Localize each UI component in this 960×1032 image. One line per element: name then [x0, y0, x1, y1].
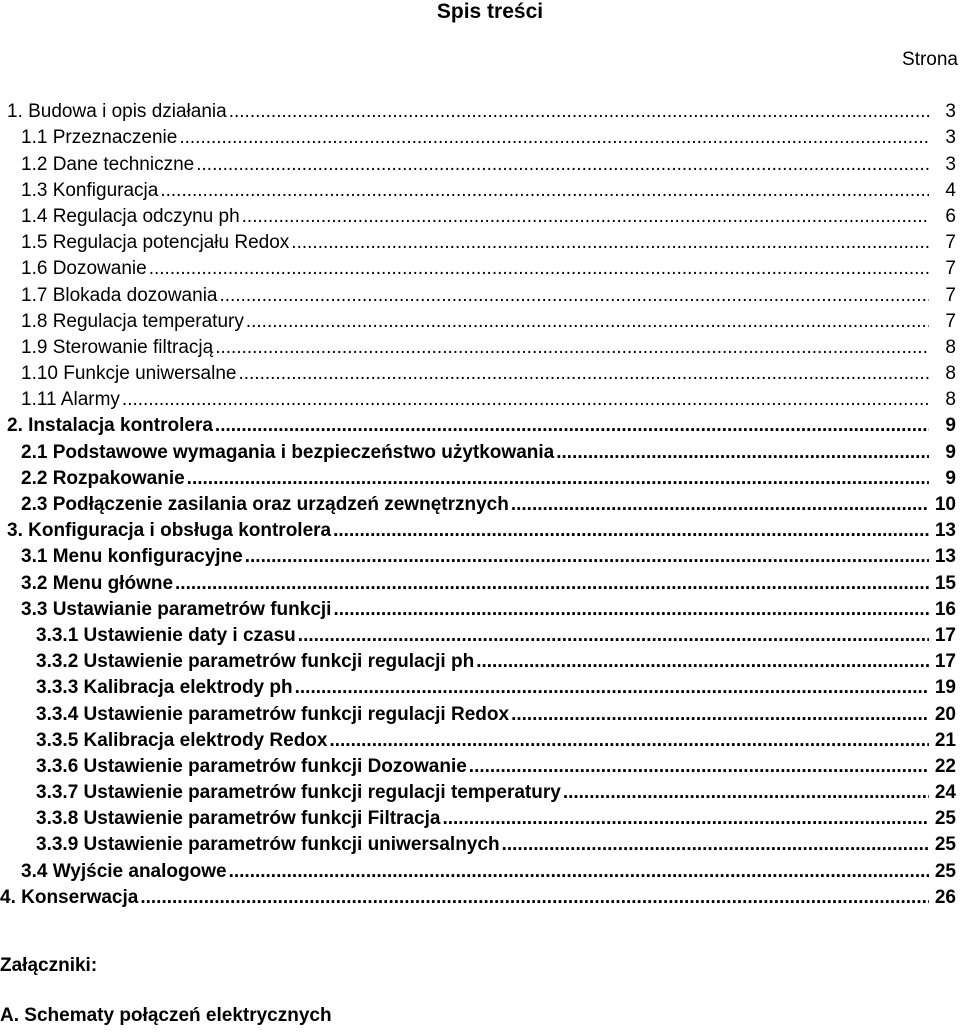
toc-entry-label: 1.9 Sterowanie filtracją — [0, 337, 215, 359]
toc-leader-dots — [563, 782, 929, 804]
toc-entry-label: 1.7 Blokada dozowania — [0, 285, 219, 307]
toc-entry-label: 1.3 Konfiguracja — [0, 180, 160, 202]
toc-entry[interactable] — [0, 176, 960, 202]
toc-entry[interactable] — [0, 726, 960, 752]
toc-entry-label: 3.3.4 Ustawienie parametrów funkcji regulacji Redox — [0, 704, 511, 726]
toc-leader-dots — [245, 546, 929, 568]
toc-entry-label: 1. Budowa i opis działania — [0, 101, 229, 123]
toc-entry-label: 1.11 Alarmy — [0, 389, 122, 411]
toc-leader-dots — [122, 389, 929, 411]
page-column-label: Strona — [902, 49, 958, 70]
toc-entry[interactable] — [0, 542, 960, 568]
toc-leader-dots — [333, 599, 929, 621]
toc-entry[interactable] — [0, 280, 960, 306]
toc-entry[interactable] — [0, 202, 960, 228]
toc-leader-dots — [329, 730, 929, 752]
toc-entry-label: 1.6 Dozowanie — [0, 258, 149, 280]
toc-entry[interactable] — [0, 437, 960, 463]
toc-leader-dots — [229, 101, 929, 123]
toc-entry-page: 21 — [934, 729, 956, 751]
toc-entry[interactable] — [0, 411, 960, 437]
toc-entry-page: 22 — [934, 755, 956, 777]
toc-entry-label: 1.10 Funkcje uniwersalne — [0, 363, 238, 385]
toc-leader-dots — [242, 206, 929, 228]
toc-entry-label: 3. Konfiguracja i obsługa kontrolera — [0, 520, 333, 542]
toc-entry-page: 24 — [934, 782, 956, 804]
toc-entry-page: 7 — [945, 310, 956, 332]
toc-entry-label: 3.3.1 Ustawienie daty i czasu — [0, 625, 298, 647]
toc-entry-page: 8 — [945, 336, 956, 358]
toc-entry-label: 1.4 Regulacja odczynu ph — [0, 206, 242, 228]
toc-entry-label: 1.8 Regulacja temperatury — [0, 311, 246, 333]
toc-entry[interactable] — [0, 595, 960, 621]
toc-entry[interactable] — [0, 333, 960, 359]
toc-entry[interactable] — [0, 673, 960, 699]
toc-leader-dots — [246, 311, 929, 333]
toc-leader-dots — [215, 415, 929, 437]
toc-leader-dots — [175, 573, 929, 595]
toc-leader-dots — [333, 520, 929, 542]
toc-leader-dots — [502, 834, 929, 856]
toc-entry[interactable] — [0, 307, 960, 333]
toc-entry-label: 3.4 Wyjście analogowe — [0, 861, 229, 883]
toc-entry-page: 7 — [945, 284, 956, 306]
toc-entry[interactable] — [0, 228, 960, 254]
toc-entry-page: 26 — [934, 886, 956, 908]
toc-entry-page: 15 — [934, 572, 956, 594]
toc-entry[interactable] — [0, 254, 960, 280]
toc-entry-page: 7 — [945, 232, 956, 254]
attachment-item: A. Schematy połączeń elektrycznych — [0, 1005, 332, 1026]
toc-entry-label: 3.3.9 Ustawienie parametrów funkcji uniwersalnych — [0, 834, 502, 856]
toc-entry-page: 13 — [934, 546, 956, 568]
toc-entry-page: 17 — [934, 624, 956, 646]
toc-leader-dots — [511, 704, 929, 726]
toc-leader-dots — [298, 625, 929, 647]
toc-entry[interactable] — [0, 883, 960, 909]
toc-entry-label: 3.2 Menu główne — [0, 573, 175, 595]
toc-leader-dots — [295, 677, 929, 699]
toc-leader-dots — [219, 285, 929, 307]
toc-leader-dots — [215, 337, 929, 359]
toc-entry[interactable] — [0, 647, 960, 673]
toc-entry-label: 2.3 Podłączenie zasilania oraz urządzeń zewnętrznych — [0, 494, 511, 516]
toc-entry[interactable] — [0, 490, 960, 516]
toc-entry-label: 2. Instalacja kontrolera — [0, 415, 215, 437]
toc-entry[interactable] — [0, 149, 960, 175]
toc-entry-label: 2.2 Rozpakowanie — [0, 468, 187, 490]
toc-entry-page: 9 — [945, 467, 956, 489]
toc-entry[interactable] — [0, 856, 960, 882]
toc-entry-page: 9 — [945, 415, 956, 437]
toc-entry[interactable] — [0, 97, 960, 123]
page-title: Spis treści — [436, 0, 544, 23]
toc-entry-page: 25 — [934, 834, 956, 856]
toc-entry-label: 3.1 Menu konfiguracyjne — [0, 546, 245, 568]
toc-entry-page: 7 — [945, 258, 956, 280]
toc-entry-label: 3.3 Ustawianie parametrów funkcji — [0, 599, 333, 621]
toc-leader-dots — [469, 756, 929, 778]
toc-entry-label: 3.3.8 Ustawienie parametrów funkcji Filtracja — [0, 808, 442, 830]
toc-entry-page: 6 — [945, 205, 956, 227]
toc-entry[interactable] — [0, 385, 960, 411]
toc-entry-page: 25 — [934, 808, 956, 830]
toc-entry-page: 16 — [934, 598, 956, 620]
toc-leader-dots — [187, 468, 929, 490]
toc-entry-label: 3.3.2 Ustawienie parametrów funkcji regulacji ph — [0, 651, 476, 673]
toc-entry[interactable] — [0, 830, 960, 856]
toc-entry-label: 1.2 Dane techniczne — [0, 154, 196, 176]
toc-leader-dots — [476, 651, 929, 673]
toc-entry[interactable] — [0, 752, 960, 778]
toc-entry-page: 8 — [945, 389, 956, 411]
toc-entry-label: 3.3.5 Kalibracja elektrody Redox — [0, 730, 329, 752]
table-of-contents — [0, 97, 960, 909]
toc-entry-page: 3 — [945, 101, 956, 123]
toc-leader-dots — [291, 232, 929, 254]
toc-entry-page: 3 — [945, 153, 956, 175]
toc-entry[interactable] — [0, 359, 960, 385]
toc-entry-label: 1.1 Przeznaczenie — [0, 127, 179, 149]
toc-leader-dots — [238, 363, 929, 385]
toc-entry-label: 4. Konserwacja — [0, 886, 139, 908]
toc-entry[interactable] — [0, 778, 960, 804]
toc-entry-label: 1.5 Regulacja potencjału Redox — [0, 232, 291, 254]
attachments-title: Załączniki: — [0, 955, 98, 976]
toc-leader-dots — [442, 808, 929, 830]
toc-entry[interactable] — [0, 804, 960, 830]
toc-entry-page: 13 — [934, 520, 956, 542]
toc-entry[interactable] — [0, 123, 960, 149]
toc-leader-dots — [160, 180, 929, 202]
toc-leader-dots — [179, 127, 929, 149]
toc-entry[interactable] — [0, 699, 960, 725]
toc-entry-page: 19 — [934, 677, 956, 699]
toc-leader-dots — [229, 861, 929, 883]
toc-entry[interactable] — [0, 568, 960, 594]
toc-leader-dots — [196, 154, 929, 176]
toc-entry-page: 20 — [934, 703, 956, 725]
toc-leader-dots — [511, 494, 929, 516]
toc-entry-page: 4 — [945, 179, 956, 201]
toc-entry-label: 3.3.3 Kalibracja elektrody ph — [0, 677, 295, 699]
toc-entry-label: 2.1 Podstawowe wymagania i bezpieczeństwo użytkowania — [0, 442, 556, 464]
toc-entry-page: 9 — [945, 441, 956, 463]
toc-entry-page: 10 — [934, 494, 956, 515]
toc-leader-dots — [149, 258, 929, 280]
toc-entry-page: 25 — [934, 860, 956, 882]
toc-entry-page: 8 — [945, 363, 956, 385]
toc-entry[interactable] — [0, 464, 960, 490]
toc-entry[interactable] — [0, 621, 960, 647]
toc-entry-page: 17 — [934, 651, 956, 673]
toc-entry-label: 3.3.7 Ustawienie parametrów funkcji regulacji temperatury — [0, 782, 563, 804]
toc-entry-label: 3.3.6 Ustawienie parametrów funkcji Dozowanie — [0, 756, 469, 778]
toc-entry[interactable] — [0, 516, 960, 542]
toc-leader-dots — [556, 442, 929, 464]
toc-entry-page: 3 — [945, 127, 956, 149]
toc-leader-dots — [140, 887, 929, 909]
